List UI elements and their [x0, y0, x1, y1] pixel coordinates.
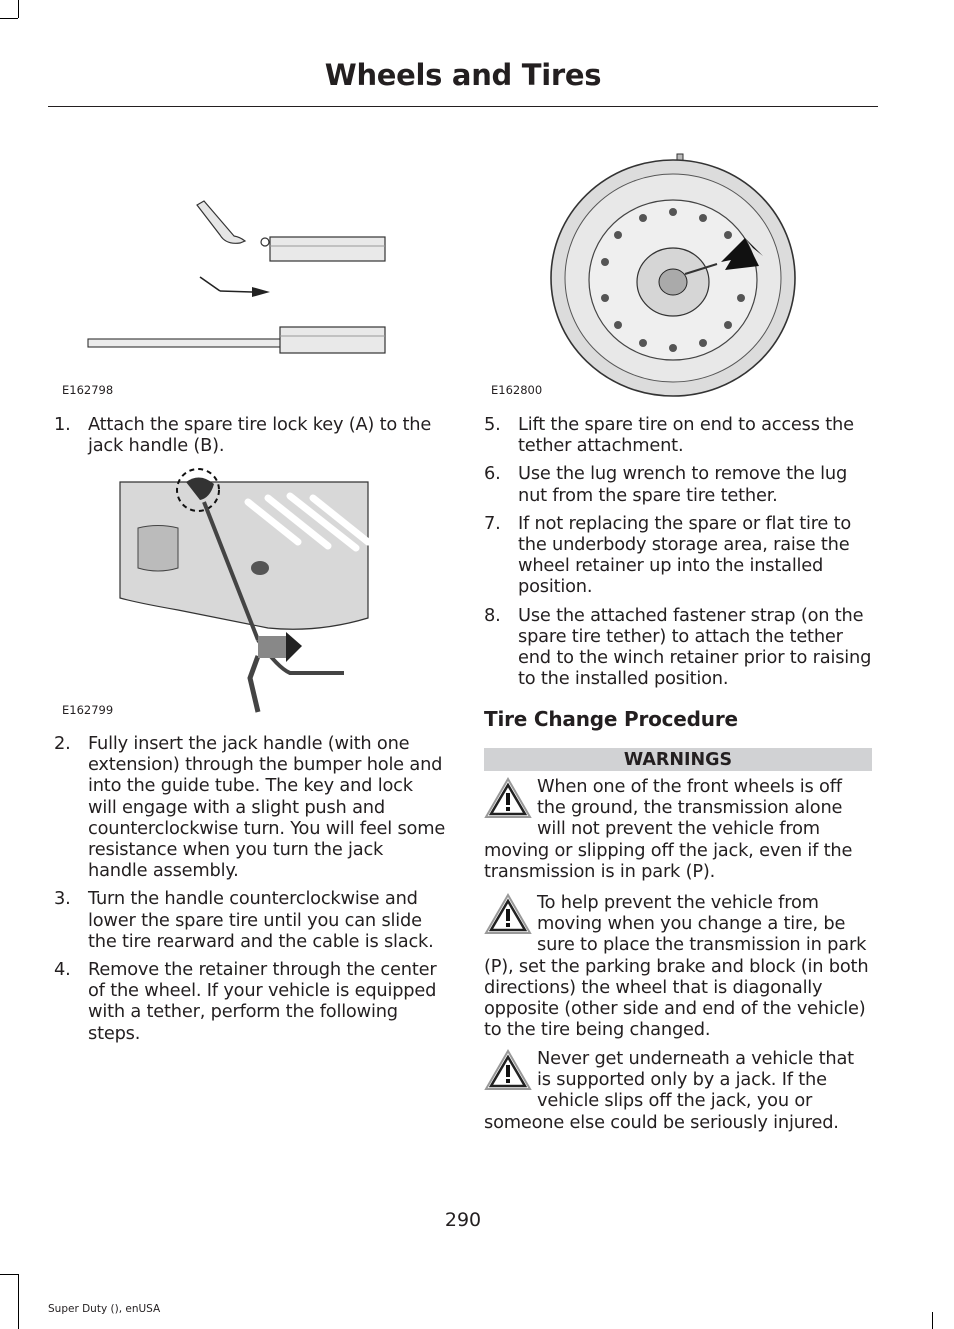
warnings-bar: WARNINGS: [484, 748, 872, 771]
page-title: Wheels and Tires: [324, 58, 602, 92]
figure-id: E162799: [62, 703, 114, 717]
section-heading: Tire Change Procedure: [484, 707, 738, 731]
warning-triangle-icon: [484, 776, 532, 820]
list-item: 1. Attach the spare tire lock key (A) to the jack handle (B).: [54, 414, 432, 457]
list-item: 2. Fully insert the jack handle (with one extension) through the bumper hole and into the guide tube. The key and lock will engage with a slight push and counterclockwise turn. You will feel some resistance when you turn the jack handle assembly.: [54, 733, 446, 882]
figure-id: E162798: [62, 383, 114, 397]
warning-triangle-icon: [484, 892, 532, 936]
crop-mark: [0, 18, 18, 19]
crop-mark: [0, 1274, 18, 1275]
figure-id: E162800: [491, 383, 543, 397]
figure-key-and-handle: [80, 195, 400, 365]
header-rule: [48, 106, 878, 107]
footer-text: Super Duty (), enUSA: [48, 1303, 161, 1315]
crop-mark: [932, 1312, 933, 1329]
steps-right: [484, 414, 876, 696]
list-item: 3. Turn the handle counterclockwise and lower the spare tire until you can slide the tire rearward and the cable is slack.: [54, 888, 434, 952]
page-number: 290: [444, 1209, 482, 1231]
steps-left-b: [54, 733, 446, 1051]
list-item: 4. Remove the retainer through the center of the wheel. If your vehicle is equipped with a tether, perform the following steps.: [54, 959, 437, 1044]
crop-mark: [18, 0, 19, 18]
list-item: 7. If not replacing the spare or flat tire to the underbody storage area, raise the wheel retainer up into the installed position.: [484, 512, 852, 598]
list-item: 5. Lift the spare tire on end to access the tether attachment.: [484, 414, 854, 457]
crop-mark: [18, 1274, 19, 1329]
warning-block: [484, 892, 872, 1040]
list-item: 6. Use the lug wrench to remove the lug nut from the spare tire tether.: [484, 463, 848, 506]
warning-block: [484, 1048, 872, 1133]
list-item: 8. Use the attached fastener strap (on the spare tire tether) to attach the tether end to the winch retainer prior to raising to the installed position.: [484, 604, 872, 690]
warning-text: To help prevent the vehicle from moving when you change a tire, be sure to place the transmission in park (P), set the parking brake and block (in both directions) the wheel that is diagonally opposite (other side and end of the vehicle) to the tire being changed.: [484, 892, 869, 1041]
steps-left-a: [54, 414, 446, 463]
figure-spare-tire: [545, 150, 805, 400]
warning-text: When one of the front wheels is off the ground, the transmission alone will not prevent the vehicle from moving or slipping off the jack, even if the transmission is in park (P).: [484, 776, 853, 882]
warning-triangle-icon: [484, 1048, 532, 1092]
warning-block: [484, 776, 872, 882]
warning-text: Never get underneath a vehicle that is supported only by a jack. If the vehicle slips off the jack, you or someone else could be seriously injured.: [484, 1048, 854, 1133]
figure-bumper-jack-handle: [118, 468, 378, 718]
